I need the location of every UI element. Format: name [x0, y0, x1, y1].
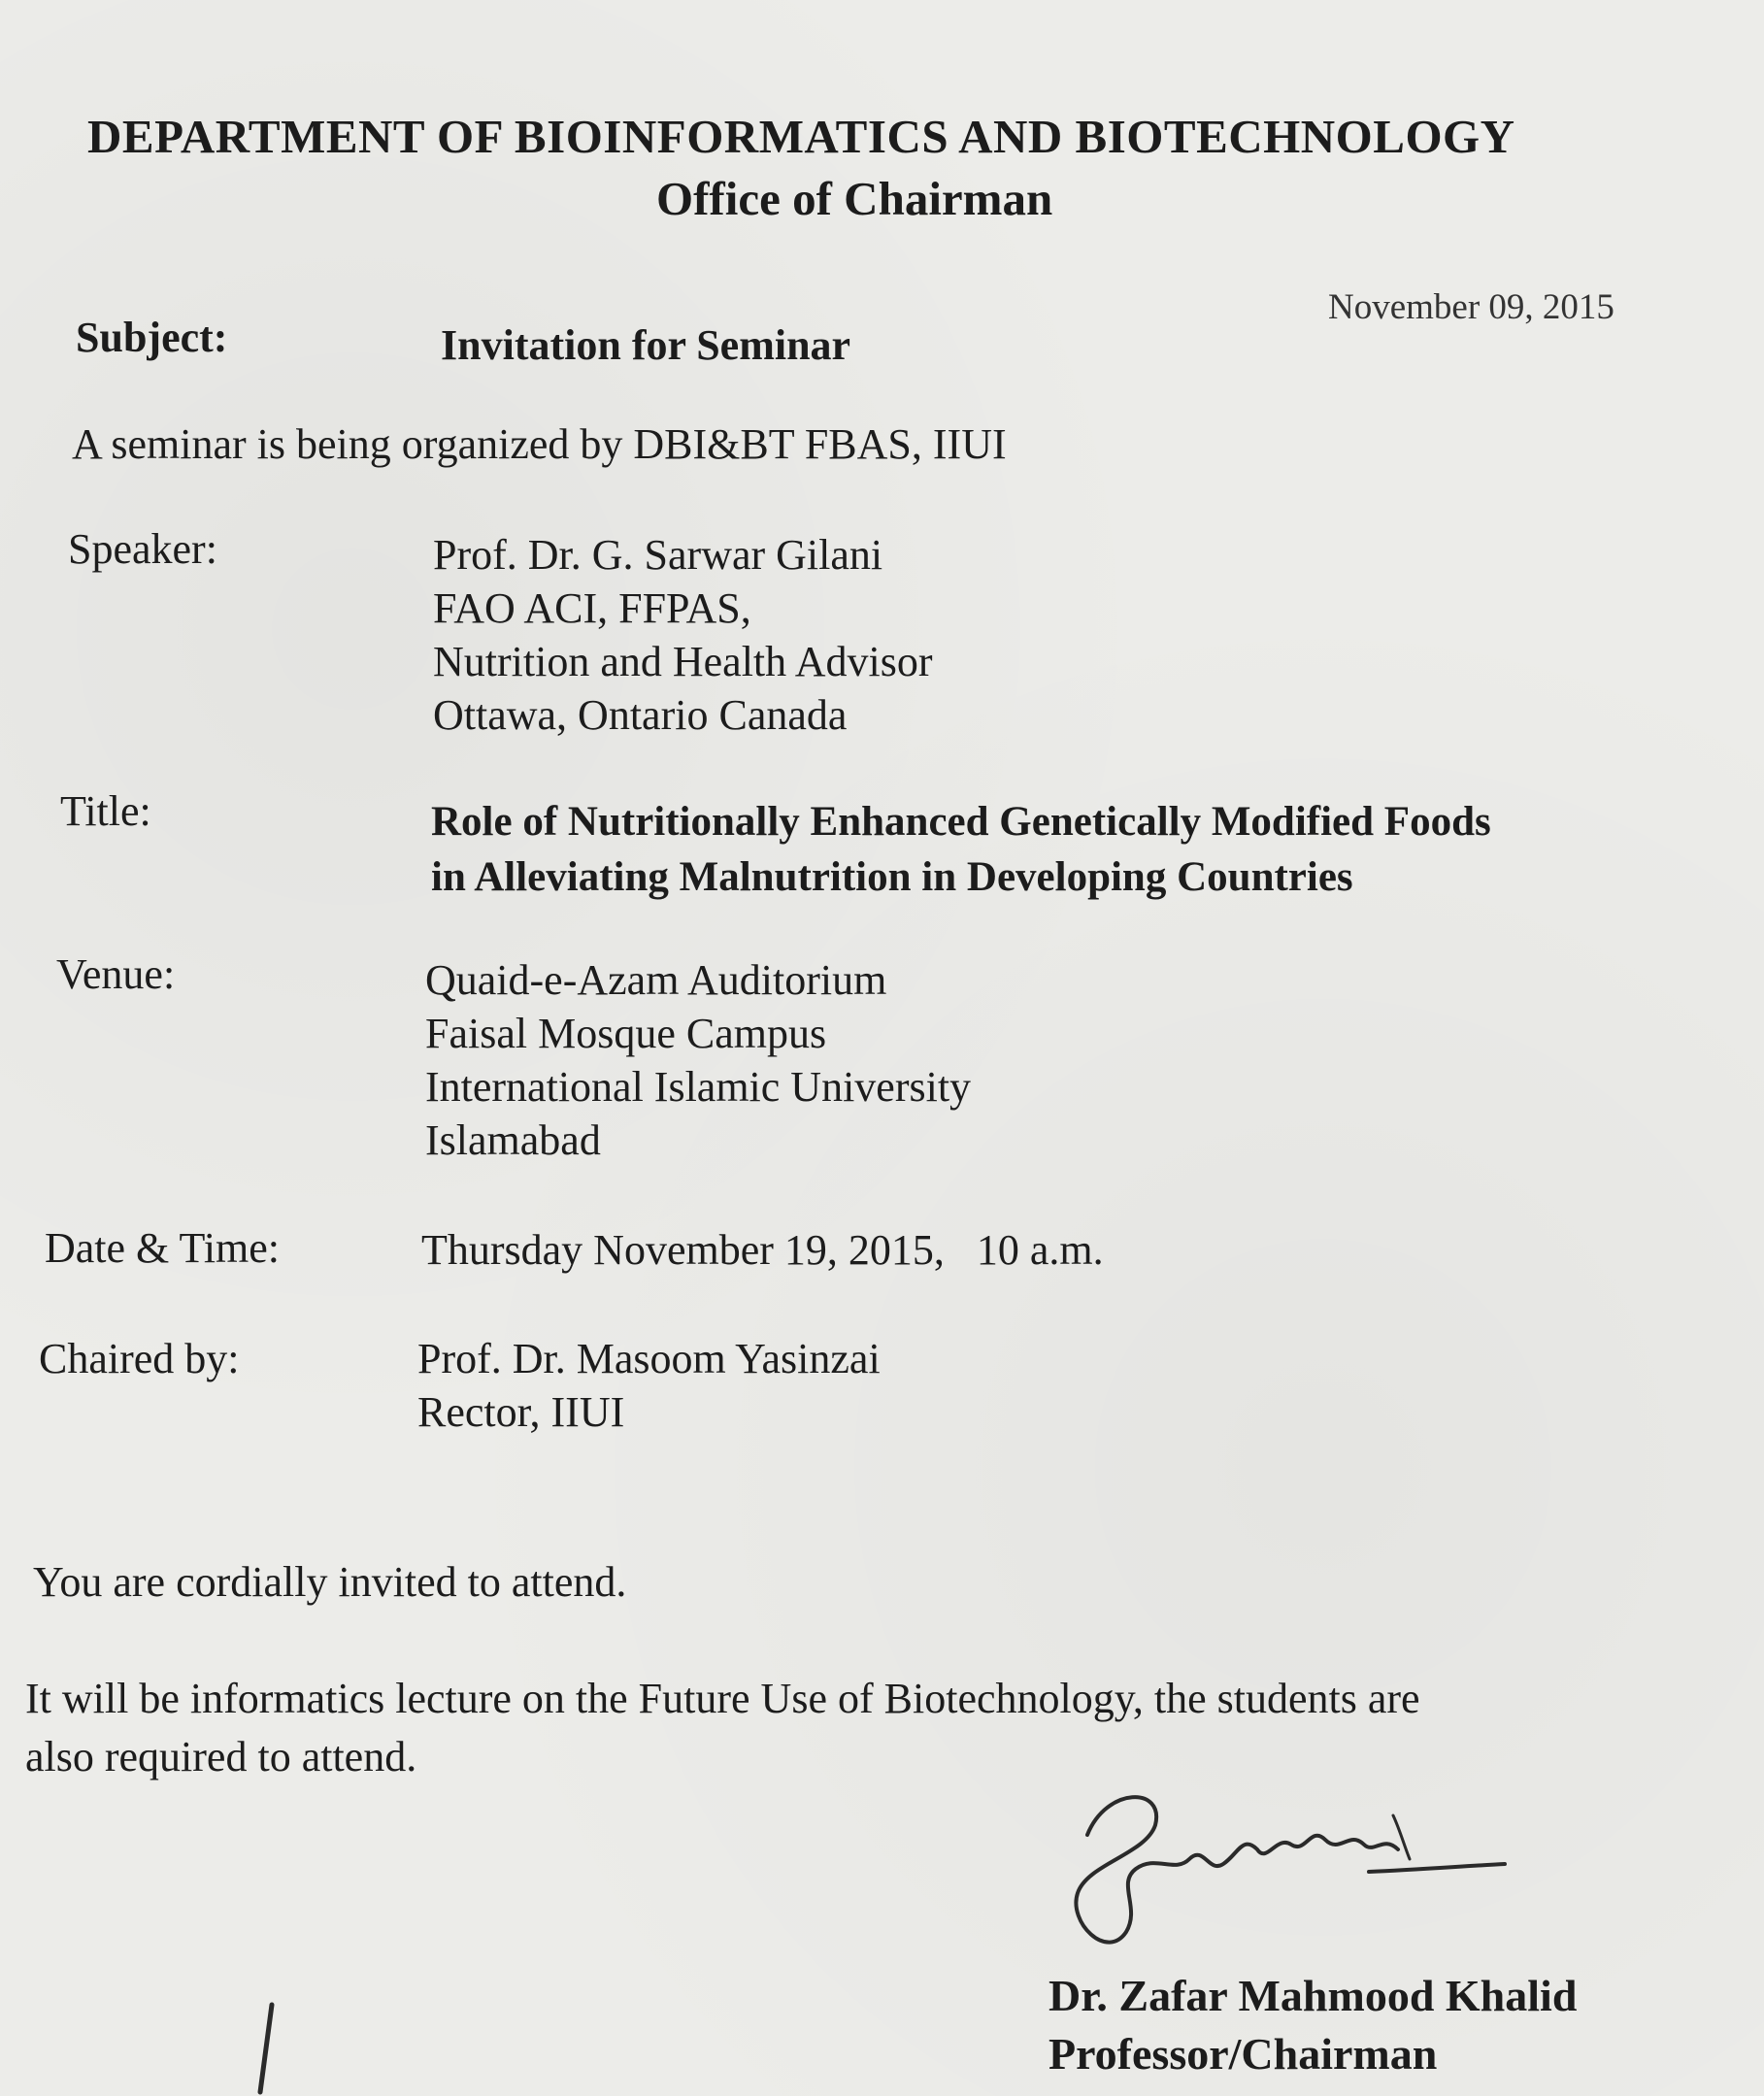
lecture-note-line-2: also required to attend.: [25, 1733, 417, 1780]
subject-value: Invitation for Seminar: [441, 321, 851, 369]
lecture-note-line-1: It will be informatics lecture on the Future Use of Biotechnology, the students are: [25, 1675, 1420, 1722]
venue-line-2: Faisal Mosque Campus: [425, 1010, 827, 1057]
venue-line-3: International Islamic University: [425, 1063, 972, 1111]
chair-name: Prof. Dr. Masoom Yasinzai: [417, 1335, 881, 1382]
subject-label: Subject:: [76, 314, 228, 361]
chaired-label: Chaired by:: [39, 1335, 240, 1382]
signatory-block: [1048, 1967, 1577, 2083]
department-heading: DEPARTMENT OF BIOINFORMATICS AND BIOTECHNOLOGY: [87, 110, 1515, 163]
cordial-invitation: You are cordially invited to attend.: [33, 1558, 627, 1606]
organized-line: A seminar is being organized by DBI&BT FBAS, IIUI: [72, 420, 1007, 468]
speaker-affiliation: FAO ACI, FFPAS,: [433, 584, 751, 632]
venue-label: Venue:: [56, 950, 176, 998]
seminar-title-line-2: in Alleviating Malnutrition in Developing Countries: [431, 854, 1353, 900]
seminar-title: [431, 794, 1491, 905]
speaker-location: Ottawa, Ontario Canada: [433, 691, 848, 739]
handwritten-signature: [1048, 1777, 1514, 1971]
handwritten-mark: [243, 2000, 301, 2096]
chair-title: Rector, IIUI: [417, 1388, 625, 1436]
letter-date: November 09, 2015: [1328, 287, 1614, 327]
signatory-position: Professor/Chairman: [1048, 2029, 1438, 2079]
chaired-details: [417, 1332, 881, 1439]
speaker-name: Prof. Dr. G. Sarwar Gilani: [433, 531, 883, 579]
venue-line-4: Islamabad: [425, 1116, 601, 1164]
speaker-label: Speaker:: [68, 525, 217, 573]
lecture-note: [25, 1670, 1420, 1786]
venue-line-1: Quaid-e-Azam Auditorium: [425, 956, 887, 1004]
datetime-value: Thursday November 19, 2015, 10 a.m.: [421, 1226, 1104, 1274]
office-heading: Office of Chairman: [656, 172, 1053, 225]
seminar-title-line-1: Role of Nutritionally Enhanced Genetically Modified Foods: [431, 799, 1491, 845]
venue-details: [425, 953, 971, 1167]
speaker-details: [433, 528, 933, 742]
title-label: Title:: [60, 787, 151, 835]
datetime-label: Date & Time:: [45, 1224, 281, 1272]
speaker-role: Nutrition and Health Advisor: [433, 638, 933, 685]
signatory-name: Dr. Zafar Mahmood Khalid: [1048, 1971, 1578, 2020]
